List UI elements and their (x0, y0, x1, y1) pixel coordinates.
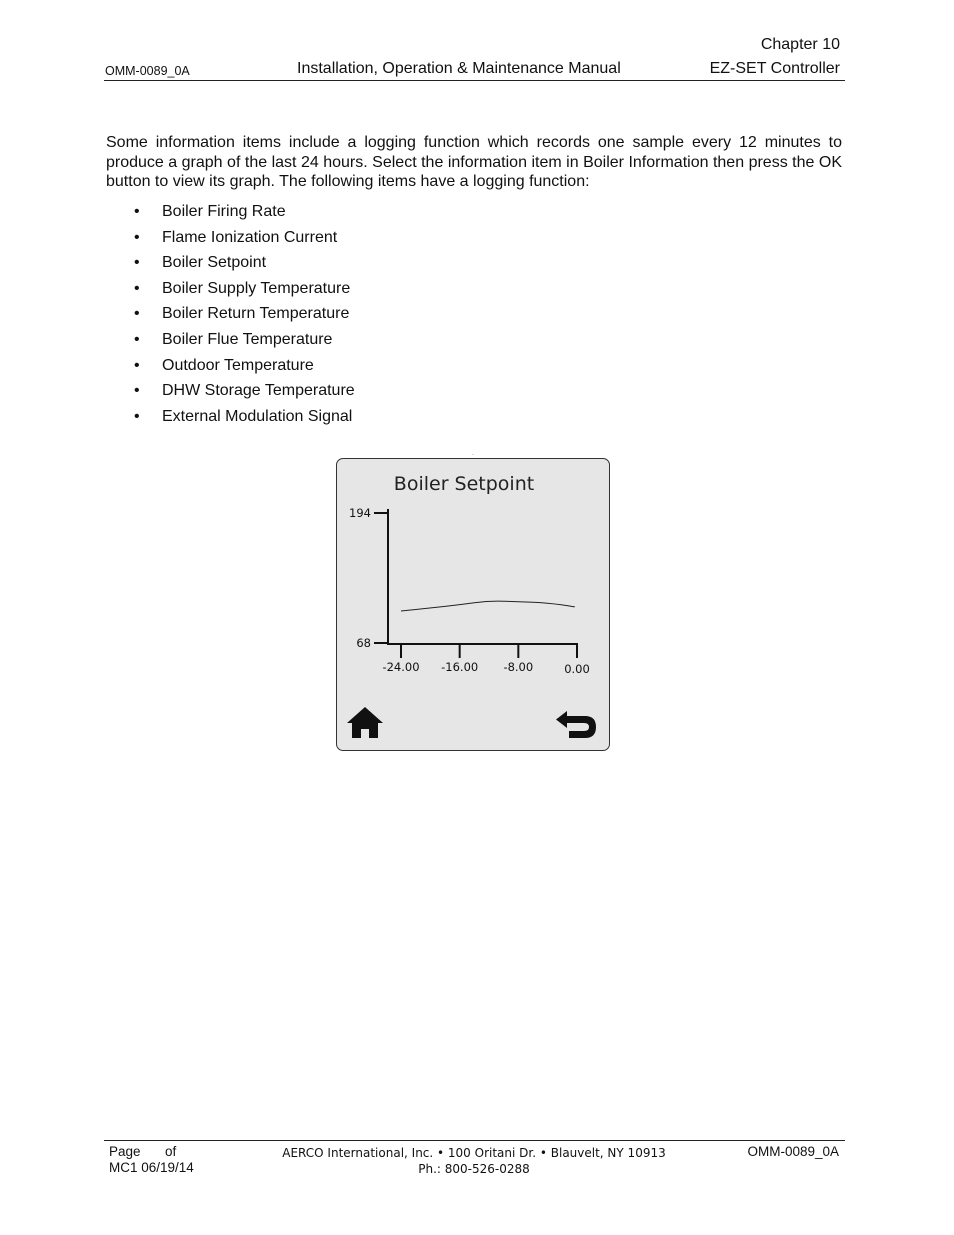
chart-title: Boiler Setpoint (393, 473, 535, 495)
footer-divider (104, 1140, 845, 1141)
bullet-glyph: • (134, 356, 140, 374)
y-tick-label: 194 (349, 506, 371, 520)
home-button[interactable] (347, 707, 383, 738)
bullet-glyph: • (134, 407, 140, 425)
bullet-glyph: • (134, 279, 140, 297)
header-chapter: Chapter 10 (760, 36, 840, 53)
header-divider (104, 80, 845, 81)
list-item (0, 329, 400, 351)
list-item (0, 303, 400, 325)
footer-company-info (250, 1145, 698, 1177)
list-item (0, 380, 400, 402)
list-item-label: Boiler Flue Temperature (162, 331, 333, 348)
footer-of-label: of (165, 1144, 177, 1159)
list-item (0, 227, 400, 249)
return-arrow-icon (556, 711, 596, 738)
back-button[interactable] (556, 711, 596, 738)
list-item-label: Outdoor Temperature (162, 356, 314, 374)
list-item (0, 406, 400, 428)
list-item-label: External Modulation Signal (162, 407, 353, 425)
list-item-label: Boiler Return Temperature (162, 305, 350, 323)
footer-page-label: Page (109, 1144, 141, 1159)
intro-paragraph: Some information items include a logging function which records one sample every 12 minutes to produce a graph of the last 24 hours. Select the information item in Boiler Information then press the OK button to view its graph. The following items have a logging function: (106, 134, 842, 190)
figure-dot: · (472, 452, 474, 458)
footer-phone: Ph.: 800-526-0288 (418, 1162, 530, 1176)
bullet-glyph: • (134, 331, 140, 348)
setpoint-chart (337, 459, 609, 750)
footer-address: AERCO International, Inc. • 100 Oritani Dr. • Blauvelt, NY 10913 (282, 1146, 666, 1160)
bullet-glyph: • (134, 203, 140, 220)
axis-ticks (349, 506, 590, 676)
controller-screen (336, 458, 610, 751)
list-item-label: Boiler Firing Rate (162, 203, 286, 220)
header-manual-title: Installation, Operation & Maintenance Manual (297, 60, 621, 77)
bullet-glyph: • (134, 382, 140, 400)
list-item-label: Boiler Supply Temperature (162, 279, 351, 297)
list-item (0, 355, 400, 377)
x-tick-label: -8.00 (503, 660, 534, 674)
y-tick-label: 68 (356, 636, 371, 650)
list-item-label: Flame Ionization Current (162, 228, 338, 246)
x-tick-label: 0.00 (564, 662, 590, 676)
header-section: EZ-SET Controller (709, 60, 840, 77)
list-item (0, 201, 400, 223)
home-icon (347, 707, 383, 738)
x-tick-label: -24.00 (382, 660, 420, 674)
series-line (401, 601, 575, 611)
bullet-glyph: • (134, 228, 140, 246)
list-item-label: DHW Storage Temperature (162, 382, 355, 400)
list-item (0, 278, 400, 300)
header-doc-id: OMM-0089_0A (105, 64, 190, 78)
list-item-label: Boiler Setpoint (162, 254, 267, 272)
bullet-glyph: • (134, 254, 140, 272)
footer-doc-id: OMM-0089_0A (747, 1144, 839, 1159)
x-tick-label: -16.00 (441, 660, 479, 674)
footer-revision: MC1 06/19/14 (109, 1160, 194, 1175)
bullet-glyph: • (134, 305, 140, 323)
list-item (0, 252, 400, 274)
